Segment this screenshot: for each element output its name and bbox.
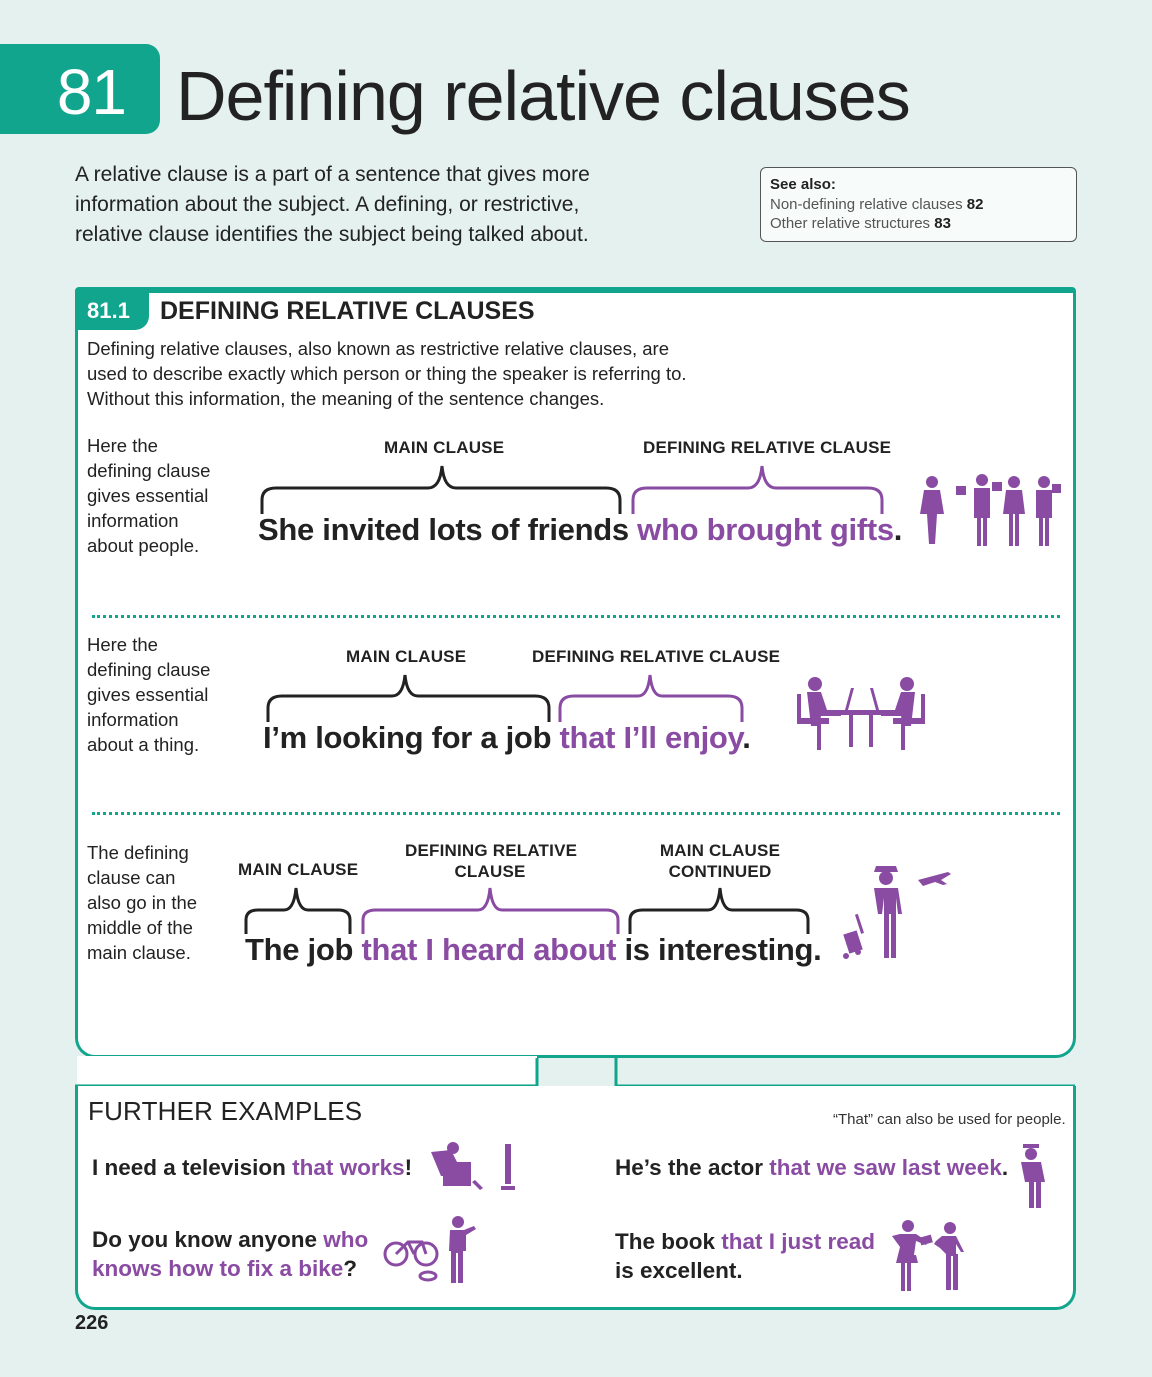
example-sentence: She invited lots of friends who brought gifts. <box>258 512 903 547</box>
label-main-clause: MAIN CLAUSE <box>238 860 359 879</box>
example-sentence: I’m looking for a job that I’ll enjoy. <box>263 720 751 755</box>
pilot-icon <box>838 862 952 962</box>
brace-relative <box>560 675 742 722</box>
friends-gifts-icon <box>912 470 1062 550</box>
brace-relative <box>633 466 882 514</box>
brace-relative <box>363 888 618 934</box>
see-also-heading: See also: <box>770 176 836 193</box>
example-note: The defining clause can also go in the middle of the main clause. <box>87 842 198 963</box>
further-example: I need a television that works! <box>92 1155 413 1180</box>
further-example: Do you know anyone who knows how to fix a bike? <box>92 1227 369 1281</box>
section-description: Defining relative clauses, also known as restrictive relative clauses, are used to describe exactly which person or thing the speaker is referring to. Without this information, the meaning of the sentence changes. <box>87 338 687 409</box>
further-example: The book that I just read is excellent. <box>615 1229 876 1283</box>
annotation-note: “That” can also be used for people. <box>833 1111 1066 1128</box>
see-also-link[interactable]: Other relative structures 83 <box>770 215 951 232</box>
label-main-clause: MAIN CLAUSE <box>384 438 505 457</box>
page-number: 226 <box>75 1312 109 1334</box>
further-examples-title: FURTHER EXAMPLES <box>88 1096 363 1126</box>
brace-continued <box>630 888 808 934</box>
unit-number-tab: 81 <box>0 44 160 134</box>
brace-main <box>268 675 549 722</box>
example-note: Here the defining clause gives essential information about a thing. <box>87 634 211 755</box>
section-number-badge: 81.1 <box>75 290 149 330</box>
brace-main <box>246 888 350 934</box>
divider <box>92 812 1060 815</box>
label-defining-clause: DEFINING RELATIVE CLAUSE <box>643 438 892 457</box>
bike-repair-icon <box>380 1214 484 1284</box>
example-sentence: The job that I heard about is interesting. <box>245 932 822 967</box>
intro-text: A relative clause is a part of a sentence that gives more information about the subject. A defining, or restrictive, relative clause identifies the subject being talked about. <box>75 163 590 246</box>
label-defining-clause: DEFINING RELATIVE CLAUSE <box>405 841 578 881</box>
page-title: Defining relative clauses <box>176 57 910 135</box>
see-also-link[interactable]: Non-defining relative clauses 82 <box>770 195 984 213</box>
section-title: DEFINING RELATIVE CLAUSES <box>160 297 535 325</box>
book-exchange-icon <box>888 1218 972 1290</box>
label-main-clause: MAIN CLAUSE <box>346 647 467 666</box>
television-icon <box>427 1140 519 1196</box>
actor-icon <box>1015 1140 1047 1210</box>
label-defining-clause: DEFINING RELATIVE CLAUSE <box>532 647 781 666</box>
further-example: He’s the actor that we saw last week. <box>615 1155 1009 1180</box>
office-workers-icon <box>793 674 929 754</box>
label-main-clause-continued: MAIN CLAUSE CONTINUED <box>659 841 781 881</box>
brace-main <box>262 466 620 514</box>
example-note: Here the defining clause gives essential information about people. <box>87 435 211 556</box>
divider <box>92 615 1060 618</box>
